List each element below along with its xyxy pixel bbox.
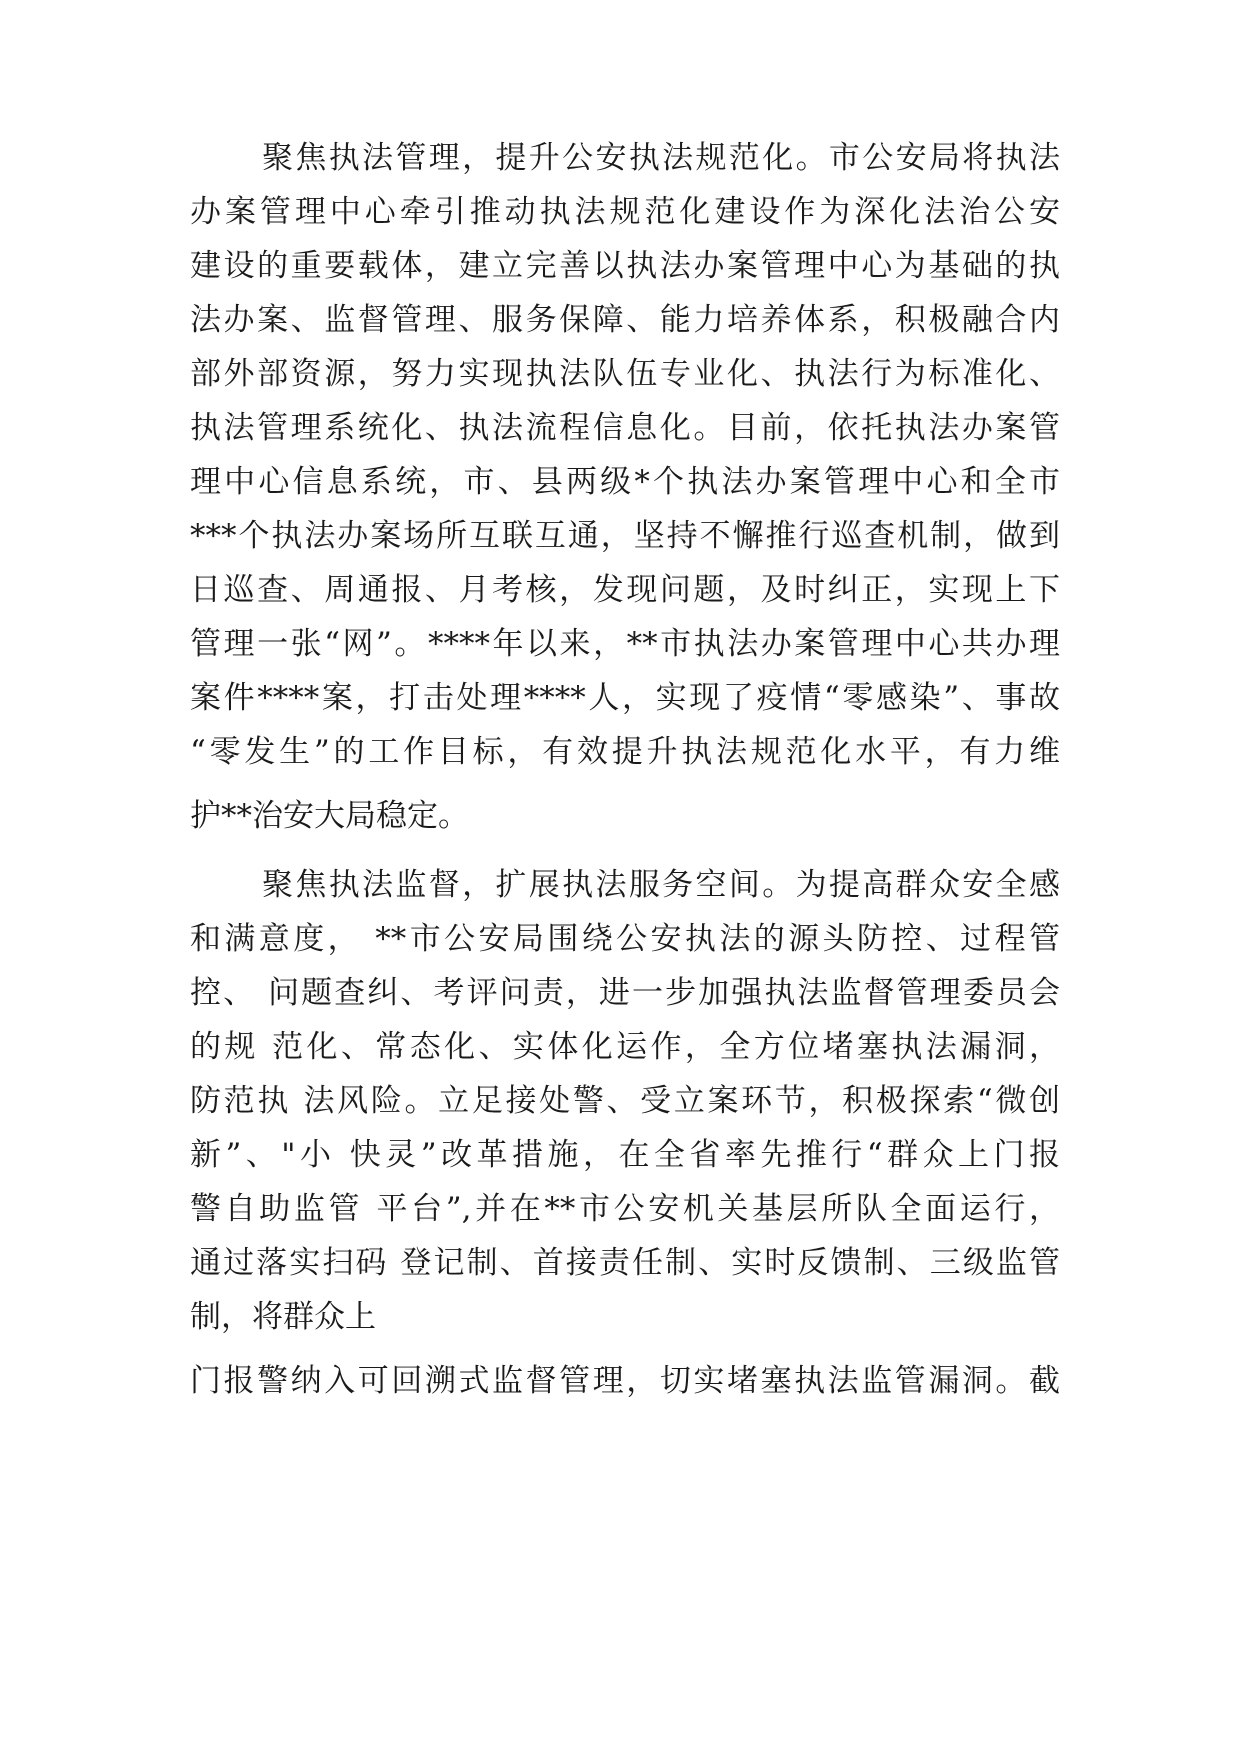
paragraph-2-line-2: 和满意度， **市公安局围绕公安执法的源头防控、过程管 [190, 921, 1060, 957]
paragraph-1-line-7: 理中心信息系统，市、县两级*个执法办案管理中心和全市 [190, 464, 1060, 500]
paragraph-1-line-10: 管理一张“网”。****年以来，**市执法办案管理中心共办理 [190, 626, 1060, 662]
paragraph-1-line-8: ***个执法办案场所互联互通，坚持不懈推行巡查机制，做到 [190, 518, 1060, 554]
paragraph-2-line-4: 的规 范化、常态化、实体化运作，全方位堵塞执法漏洞， [190, 1029, 1060, 1065]
paragraph-2-line-9: 制，将群众上 [190, 1299, 376, 1335]
paragraph-1-line-11: 案件****案，打击处理****人，实现了疫情“零感染”、事故 [190, 680, 1060, 716]
paragraph-1-line-5: 部外部资源，努力实现执法队伍专业化、执法行为标准化、 [190, 356, 1060, 392]
paragraph-1-line-6: 执法管理系统化、执法流程信息化。目前，依托执法办案管 [190, 410, 1060, 446]
paragraph-2-line-10: 门报警纳入可回溯式监督管理，切实堵塞执法监管漏洞。截 [190, 1363, 1060, 1399]
paragraph-1-line-12: “零发生”的工作目标，有效提升执法规范化水平，有力维 [190, 734, 1060, 770]
paragraph-1-line-2: 办案管理中心牵引推动执法规范化建设作为深化法治公安 [190, 194, 1060, 230]
paragraph-1-line-9: 日巡查、周通报、月考核，发现问题，及时纠正，实现上下 [190, 572, 1060, 608]
paragraph-1-line-1: 聚焦执法管理，提升公安执法规范化。市公安局将执法 [262, 140, 1060, 176]
paragraph-1-line-4: 法办案、监督管理、服务保障、能力培养体系，积极融合内 [190, 302, 1060, 338]
paragraph-2-line-3: 控、 问题查纠、考评问责，进一步加强执法监督管理委员会 [190, 975, 1060, 1011]
paragraph-2-line-8: 通过落实扫码 登记制、首接责任制、实时反馈制、三级监管 [190, 1245, 1060, 1281]
paragraph-2-line-6: 新”、"小 快灵”改革措施，在全省率先推行“群众上门报 [190, 1137, 1060, 1173]
paragraph-2-line-5: 防范执 法风险。立足接处警、受立案环节，积极探索“微创 [190, 1083, 1060, 1119]
paragraph-1-line-3: 建设的重要载体，建立完善以执法办案管理中心为基础的执 [190, 248, 1060, 284]
paragraph-2-line-7: 警自助监管 平台”,并在**市公安机关基层所队全面运行， [190, 1191, 1060, 1227]
paragraph-1-line-13: 护**治安大局稳定。 [190, 798, 469, 834]
paragraph-2-line-1: 聚焦执法监督，扩展执法服务空间。为提高群众安全感 [262, 867, 1060, 903]
